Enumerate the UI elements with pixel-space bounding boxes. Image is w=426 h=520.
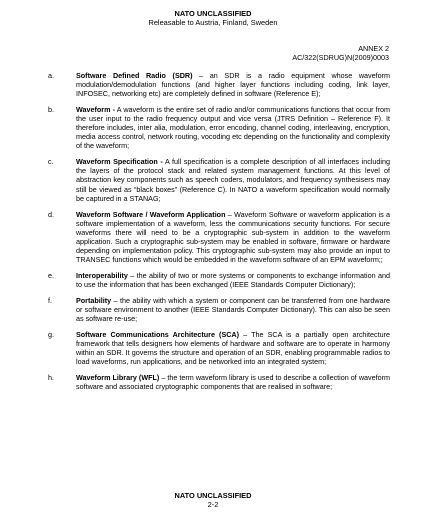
definition-item (0, 330, 426, 366)
item-term: Software Communications Architecture (SCA) (76, 330, 240, 340)
item-letter: d. (48, 209, 54, 219)
item-text: – an SDR is a radio equipment whose waveform modulation/demodulation functions (and higher layer functions including coding, link layer, INFOSEC, networking etc) are completely defined in software (Reference E); (76, 71, 390, 99)
item-body (76, 157, 390, 202)
definition-item (0, 71, 426, 98)
item-text: – Waveform Software or waveform application is a software implementation of a waveform, less the communications security functions. For secure waveforms there will need to be a cryptographic sub-system in addition to the waveform application. Such a cryptographic sub-system may be enabled in software, firmware or hardware depending on implementation policy. This cryptographic sub-system may also provide an input to TRANSEC functions which would be embedded in the waveform software of an EPM waveform;; (76, 209, 390, 264)
annex-label: ANNEX 2 (358, 44, 389, 53)
item-body (76, 373, 390, 391)
definition-item (0, 373, 426, 391)
item-body (76, 210, 390, 264)
item-term: Waveform Specification - (76, 157, 163, 167)
item-body (76, 271, 390, 289)
item-body (76, 71, 390, 98)
item-body (76, 105, 390, 150)
item-term: Software Defined Radio (SDR) (76, 71, 193, 80)
item-text: – The SCA is a partially open architecture framework that tells designers how elements of hardware and software are to operate in harmony within an SDR. It governs the structure and operation of an SDR, enabling programmable radios to load waveforms, run applications, and be networked into an integrated system; (76, 330, 390, 367)
definitions-list (0, 71, 426, 398)
item-term: Portability (76, 295, 112, 305)
item-text: – the term waveform library is used to describe a collection of waveform software and associated cryptographic components that are realised in software; (76, 373, 390, 392)
item-text: – the ability of two or more systems or components to exchange information and to use the information that has been exchanged (IEEE Standards Computer Dictionary); (76, 270, 390, 289)
header-classification: NATO UNCLASSIFIED (174, 9, 252, 18)
item-body (76, 296, 390, 323)
item-letter: b. (48, 105, 54, 115)
document-reference: AC/322(SDRUG)N(2009)0003 (292, 53, 389, 62)
item-letter: a. (48, 71, 54, 80)
item-term: Waveform Software / Waveform Application (76, 209, 226, 219)
item-letter: g. (48, 330, 54, 340)
header-releasability: Releasable to Austria, Finland, Sweden (148, 18, 278, 27)
definition-item (0, 271, 426, 289)
definition-item (0, 105, 426, 150)
item-body (76, 330, 390, 366)
item-text: A full specification is a complete description of all interfaces including the layers of the protocol stack and related system management functions. At this level of abstraction key components such as speech coders, modulators, and frequency synthesisers may still be viewed as “black boxes” (Reference C). In NATO a waveform specification would normally be captured in a STANAG; (76, 157, 390, 203)
definition-item (0, 210, 426, 264)
item-text: – the ability with which a system or component can be transferred from one hardware or software environment to another (IEEE Standards Computer Dictionary). This can also be seen as software re-use; (76, 295, 390, 324)
item-letter: c. (48, 157, 54, 167)
item-letter: f. (48, 295, 52, 305)
footer-classification: NATO UNCLASSIFIED (174, 491, 252, 500)
item-term: Waveform - (76, 105, 116, 115)
page-number: 2-2 (207, 500, 219, 509)
item-letter: e. (48, 270, 54, 280)
definition-item (0, 157, 426, 202)
definition-item (0, 296, 426, 323)
item-text: A waveform is the entire set of radio and/or communications functions that occur from the user input to the radio frequency output and vice versa (JTRS Definition – Reference F). It therefore includes, inter alia, modulation, error encoding, channel coding, interleaving, encryption, media access control, network routing, vocoding etc depending on the functionality and complexity of the waveform; (76, 105, 390, 151)
item-letter: h. (48, 373, 54, 383)
item-term: Waveform Library (WFL) (76, 373, 160, 383)
item-term: Interoperability (76, 270, 128, 280)
